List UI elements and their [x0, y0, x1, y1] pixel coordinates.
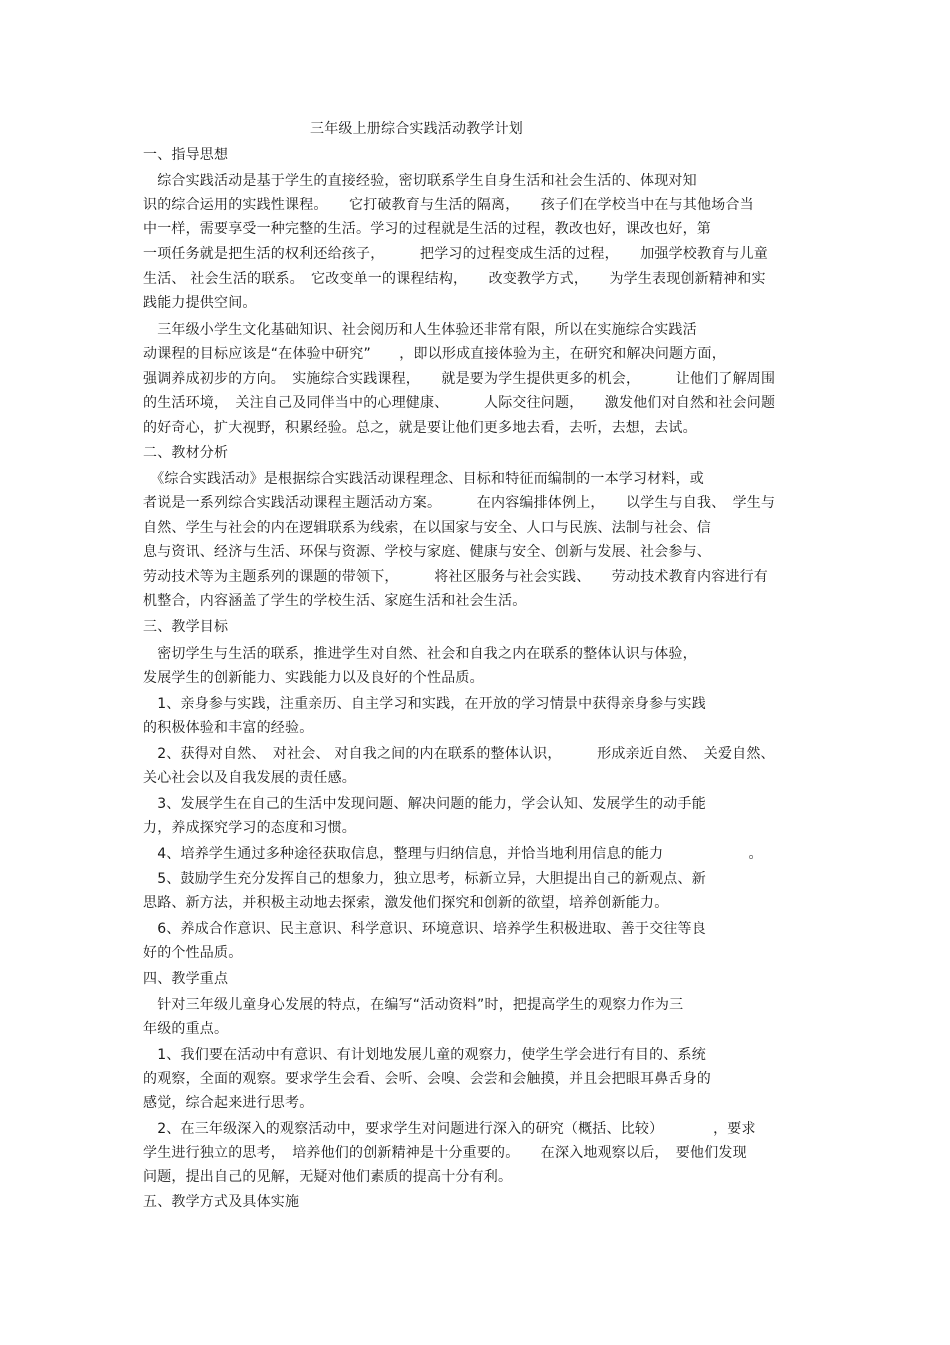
- body-text-line: 密切学生与生活的联系，推进学生对自然、社会和自我之内在联系的整体认识与体验，: [143, 646, 697, 662]
- body-text-line: 机整合，内容涵盖了学生的学校生活、家庭生活和社会生活。: [143, 593, 527, 609]
- body-text-line: 思路、新方法，并积极主动地去探索，激发他们探究和创新的欲望，培养创新能力。: [143, 895, 669, 911]
- body-text-line: 感觉，综合起来进行思考。: [143, 1095, 314, 1111]
- body-text-line: 三年级小学生文化基础知识、社会阅历和人生体验还非常有限，所以在实施综合实践活: [143, 322, 697, 338]
- body-text-line: 生活、 社会生活的联系。 它改变单一的课程结构， 改变教学方式， 为学生表现创新精神和实: [143, 271, 766, 287]
- body-text-line: 针对三年级儿童身心发展的特点，在编写“活动资料”时，把提高学生的观察力作为三: [143, 997, 684, 1013]
- body-text-line: 的好奇心，扩大视野，积累经验。总之，就是要让他们更多地去看，去听，去想，去试。: [143, 420, 697, 436]
- body-text-line: 4、培养学生通过多种途径获取信息，整理与归纳信息，并恰当地利用信息的能力 。: [143, 846, 763, 862]
- body-text-line: 年级的重点。: [143, 1021, 229, 1037]
- body-text-line: 中一样，需要享受一种完整的生活。学习的过程就是生活的过程，教改也好，课改也好，第: [143, 221, 711, 237]
- body-text-line: 2、在三年级深入的观察活动中，要求学生对问题进行深入的研究（概括、比较） ，要求: [143, 1121, 756, 1137]
- section-heading: 二、教材分析: [143, 445, 229, 461]
- body-text-line: 综合实践活动是基于学生的直接经验，密切联系学生自身生活和社会生活的、体现对知: [143, 173, 697, 189]
- body-text-line: 动课程的目标应该是“在体验中研究” ，即以形成直接体验为主，在研究和解决问题方面，: [143, 346, 726, 362]
- body-text-line: 关心社会以及自我发展的责任感。: [143, 770, 356, 786]
- body-text-line: 问题，提出自己的见解，无疑对他们素质的提高十分有利。: [143, 1169, 513, 1185]
- body-text-line: 学生进行独立的思考， 培养他们的创新精神是十分重要的。 在深入地观察以后， 要他们发现: [143, 1145, 747, 1161]
- section-heading: 五、教学方式及具体实施: [143, 1194, 300, 1210]
- body-text-line: 1、亲身参与实践，注重亲历、自主学习和实践，在开放的学习情景中获得亲身参与实践: [143, 696, 706, 712]
- document-title: 三年级上册综合实践活动教学计划: [310, 121, 523, 137]
- body-text-line: 自然、学生与社会的内在逻辑联系为线索，在以国家与安全、人口与民族、法制与社会、信: [143, 520, 711, 536]
- body-text-line: 的观察，全面的观察。要求学生会看、会听、会嗅、会尝和会触摸，并且会把眼耳鼻舌身的: [143, 1071, 711, 1087]
- body-text-line: 发展学生的创新能力、实践能力以及良好的个性品质。: [143, 670, 484, 686]
- body-text-line: 1、我们要在活动中有意识、有计划地发展儿童的观察力，使学生学会进行有目的、系统: [143, 1047, 706, 1063]
- body-text-line: 5、鼓励学生充分发挥自己的想象力，独立思考，标新立异，大胆提出自己的新观点、新: [143, 871, 706, 887]
- body-text-line: 2、获得对自然、 对社会、 对自我之间的内在联系的整体认识， 形成亲近自然、 关爱自然、: [143, 746, 775, 762]
- body-text-line: 识的综合运用的实践性课程。 它打破教育与生活的隔离， 孩子们在学校当中在与其他场合当: [143, 197, 754, 213]
- section-heading: 四、教学重点: [143, 971, 229, 987]
- body-text-line: 6、养成合作意识、民主意识、科学意识、环境意识、培养学生积极进取、善于交往等良: [143, 921, 706, 937]
- body-text-line: 息与资讯、经济与生活、环保与资源、学校与家庭、健康与安全、创新与发展、社会参与、: [143, 544, 711, 560]
- section-heading: 一、指导思想: [143, 147, 229, 163]
- body-text-line: 的积极体验和丰富的经验。: [143, 720, 314, 736]
- body-text-line: 强调养成初步的方向。 实施综合实践课程， 就是要为学生提供更多的机会， 让他们了解周围: [143, 371, 776, 387]
- body-text-line: 好的个性品质。: [143, 945, 243, 961]
- section-heading: 三、教学目标: [143, 619, 229, 635]
- body-text-line: 《综合实践活动》是根据综合实践活动课程理念、目标和特征而编制的一本学习材料，或: [143, 471, 704, 487]
- body-text-line: 一项任务就是把生活的权利还给孩子， 把学习的过程变成生活的过程， 加强学校教育与儿童: [143, 246, 768, 262]
- body-text-line: 者说是一系列综合实践活动课程主题活动方案。 在内容编排体例上， 以学生与自我、 学生与: [143, 495, 776, 511]
- body-text-line: 践能力提供空间。: [143, 295, 257, 311]
- body-text-line: 3、发展学生在自己的生活中发现问题、解决问题的能力，学会认知、发展学生的动手能: [143, 796, 706, 812]
- body-text-line: 力，养成探究学习的态度和习惯。: [143, 820, 356, 836]
- body-text-line: 的生活环境， 关注自己及同伴当中的心理健康、 人际交往问题， 激发他们对自然和社会问题: [143, 395, 776, 411]
- body-text-line: 劳动技术等为主题系列的课题的带领下， 将社区服务与社会实践、 劳动技术教育内容进行有: [143, 569, 768, 585]
